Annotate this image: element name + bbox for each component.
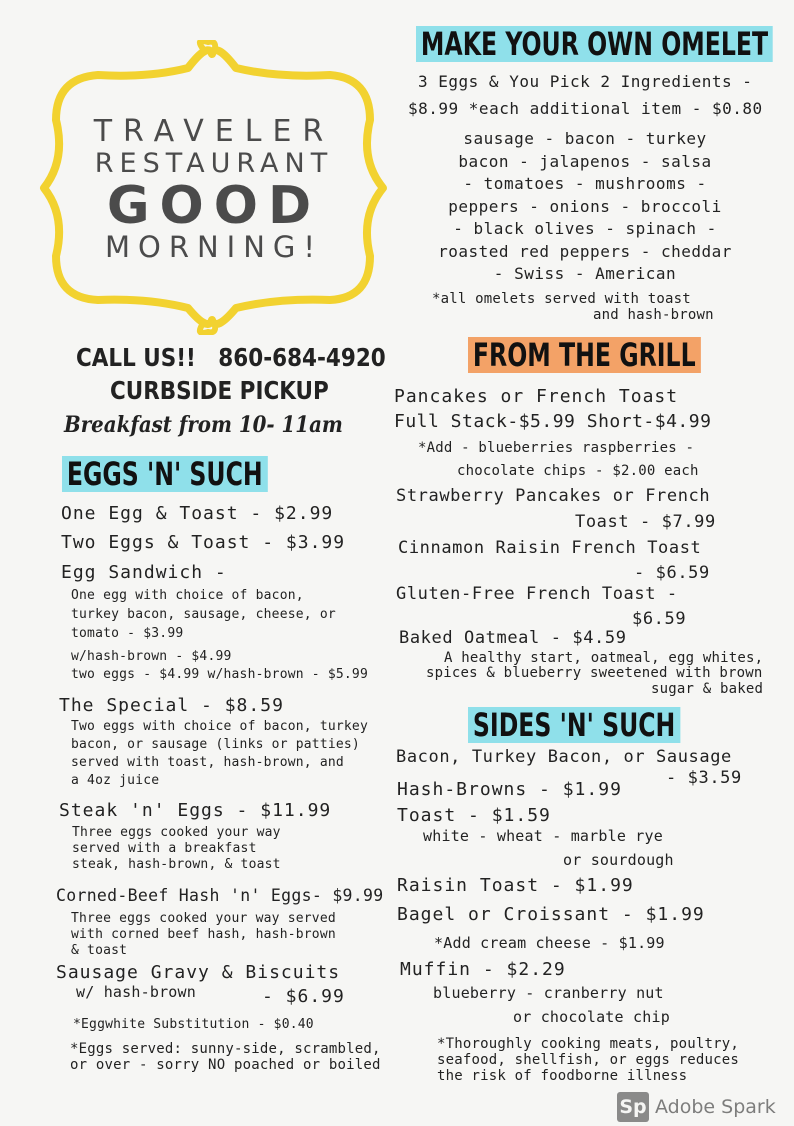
omelet-note-2: and hash-brown [593,307,714,323]
eggs-one-egg: One Egg & Toast - $2.99 [61,503,334,524]
eggs-served-2: or over - sorry NO poached or boiled [70,1057,381,1073]
sides-raisin-toast: Raisin Toast - $1.99 [397,875,634,896]
eggs-gravy: Sausage Gravy & Biscuits [56,962,341,983]
eggs-special-desc-4: a 4oz juice [71,773,160,788]
sides-bacon-price: - $3.59 [666,768,742,788]
adobe-spark-watermark [617,1091,776,1123]
eggs-special-desc-2: bacon, or sausage (links or patties) [71,737,360,752]
sides-muffin-desc-1: blueberry - cranberry nut [433,984,664,1002]
sides-heading: SIDES 'N' SUCH [468,707,680,743]
eggwhite-substitution: *Eggwhite Substitution - $0.40 [73,1017,314,1032]
grill-add-2: chocolate chips - $2.00 each [457,463,699,479]
sides-toast-desc-1: white - wheat - marble rye [423,827,663,845]
omelet-note-1: *all omelets served with toast [432,291,691,307]
grill-oatmeal: Baked Oatmeal - $4.59 [399,628,627,648]
omelet-desc-2: $8.99 *each additional item - $0.80 [408,99,763,118]
ingredient-line: roasted red peppers - cheddar [438,241,732,261]
sides-cream-cheese: *Add cream cheese - $1.99 [434,934,665,952]
omelet-ingredients [400,128,770,286]
eggs-sandwich: Egg Sandwich - [61,562,227,583]
eggs-sandwich-desc-4: w/hash-brown - $4.99 [71,649,232,664]
eggs-gravy-desc: w/ hash-brown [76,983,196,1001]
ingredient-line: - tomatoes - mushrooms - [463,174,707,193]
sides-toast: Toast - $1.59 [397,805,551,826]
sides-toast-desc-2: or sourdough [563,851,674,869]
eggs-two-eggs: Two Eggs & Toast - $3.99 [61,532,346,553]
eggs-special: The Special - $8.59 [59,695,284,716]
eggs-sandwich-desc-1: One egg with choice of bacon, [71,588,304,603]
eggs-served-1: *Eggs served: sunny-side, scrambled, [70,1041,381,1057]
grill-oatmeal-desc-3: sugar & baked [651,681,764,697]
sides-muffin: Muffin - $2.29 [400,959,566,980]
eggs-corned-desc-2: with corned beef hash, hash-brown [71,927,336,942]
grill-oatmeal-desc-2: spices & blueberry sweetened with brown [426,665,763,681]
logo-morning: MORNING! [104,230,324,264]
sides-bagel: Bagel or Croissant - $1.99 [397,904,705,925]
eggs-sandwich-desc-3: tomato - $3.99 [71,626,184,641]
eggs-corned-desc-1: Three eggs cooked your way served [71,911,336,926]
sides-bacon: Bacon, Turkey Bacon, or Sausage [396,747,732,767]
call-us: CALL US!! 860-684-4920 [76,343,386,372]
logo-good: GOOD [106,176,322,236]
eggs-corned-beef: Corned-Beef Hash 'n' Eggs- $9.99 [56,886,384,905]
logo-traveler: TRAVELER [93,114,335,149]
adobe-spark-text: Adobe Spark [655,1096,776,1118]
eggs-steak-desc-2: served with a breakfast [72,841,257,856]
grill-cinnamon-price: - $6.59 [634,563,710,583]
curbside-pickup: CURBSIDE PICKUP [110,376,329,405]
omelet-desc-1: 3 Eggs & You Pick 2 Ingredients - [418,72,753,91]
eggs-heading: EGGS 'N' SUCH [62,456,268,492]
food-warning-3: the risk of foodborne illness [437,1068,688,1084]
eggs-sandwich-desc-5: two eggs - $4.99 w/hash-brown - $5.99 [71,667,368,682]
eggs-gravy-price: - $6.99 [262,986,345,1007]
eggs-steak-desc-1: Three eggs cooked your way [72,825,281,840]
sides-hash-browns: Hash-Browns - $1.99 [397,779,622,800]
ingredient-line: sausage - bacon - turkey [463,129,707,148]
adobe-spark-icon: Sp [617,1092,649,1122]
grill-gluten-free: Gluten-Free French Toast - [396,584,678,604]
food-warning-1: *Thoroughly cooking meats, poultry, [437,1036,740,1052]
ingredient-line: peppers - onions - broccoli [448,196,722,216]
eggs-sandwich-desc-2: turkey bacon, sausage, cheese, or [71,607,336,622]
ingredient-line: - Swiss - American [493,264,677,283]
ingredient-line: - black olives - spinach - [453,219,717,238]
grill-heading: FROM THE GRILL [468,337,701,373]
breakfast-hours: Breakfast from 10- 11am [64,412,343,438]
eggs-special-desc-3: served with toast, hash-brown, and [71,755,344,770]
food-warning-2: seafood, shellfish, or eggs reduces [437,1052,740,1068]
grill-strawberry-price: Toast - $7.99 [575,512,716,532]
eggs-steak-desc-3: steak, hash-brown, & toast [72,857,281,872]
grill-add-1: *Add - blueberries raspberries - [418,440,695,456]
ingredient-line: bacon - jalapenos - salsa [458,151,712,171]
logo [38,40,390,335]
logo-restaurant: RESTAURANT [94,148,334,179]
eggs-corned-desc-3: & toast [71,943,128,958]
grill-oatmeal-desc-1: A healthy start, oatmeal, egg whites, [444,650,764,666]
eggs-special-desc-1: Two eggs with choice of bacon, turkey [71,719,368,734]
grill-pancakes-price: Full Stack-$5.99 Short-$4.99 [394,411,712,432]
eggs-steak: Steak 'n' Eggs - $11.99 [59,800,332,821]
sides-muffin-desc-2: or chocolate chip [513,1008,670,1026]
grill-pancakes: Pancakes or French Toast [394,386,679,407]
grill-gluten-free-price: $6.59 [632,609,687,629]
omelet-heading: MAKE YOUR OWN OMELET [416,26,773,62]
grill-cinnamon: Cinnamon Raisin French Toast [398,538,702,558]
grill-strawberry: Strawberry Pancakes or French [396,486,711,506]
